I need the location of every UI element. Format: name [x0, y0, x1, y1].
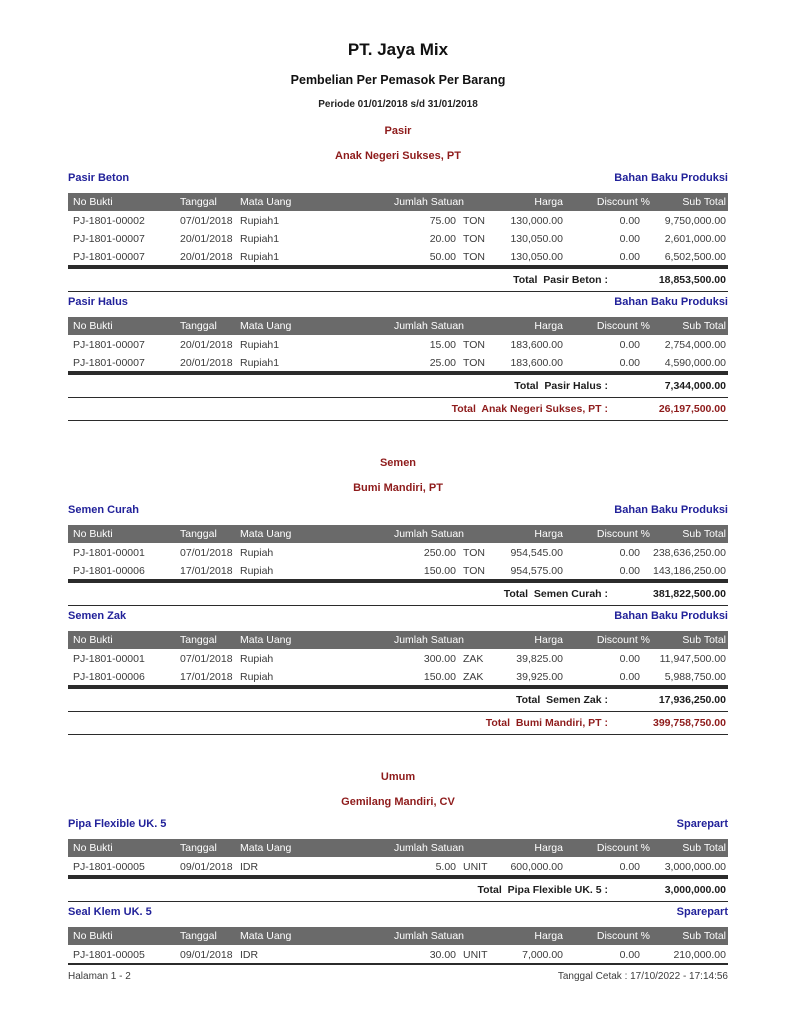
supplier-title: Gemilang Mandiri, CV [341, 796, 455, 808]
cell-no-bukti: PJ-1801-00001 [73, 652, 145, 665]
cell-no-bukti: PJ-1801-00007 [73, 356, 145, 369]
product-section [68, 814, 728, 902]
column-header: Harga [534, 528, 563, 540]
column-header: Tanggal [180, 320, 217, 332]
cell-tanggal: 09/01/2018 [180, 948, 233, 961]
product-heading [68, 814, 728, 839]
cell-unit: TON [463, 214, 485, 227]
cell-unit: TON [463, 338, 485, 351]
column-header: Tanggal [180, 196, 217, 208]
cell-harga: 39,825.00 [516, 652, 563, 665]
column-header: Sub Total [682, 634, 726, 646]
column-header: No Bukti [73, 320, 113, 332]
product-total-value: 18,853,500.00 [658, 274, 726, 286]
print-timestamp: Tanggal Cetak : 17/10/2022 - 17:14:56 [557, 971, 728, 982]
cell-jumlah-satuan [368, 949, 490, 961]
supplier-title: Bumi Mandiri, PT [353, 482, 443, 494]
product-total-label: Total Pipa Flexible UK. 5 : [477, 884, 608, 896]
table-row [68, 335, 728, 353]
cell-sub-total: 143,186,250.00 [653, 564, 726, 577]
cell-no-bukti: PJ-1801-00007 [73, 250, 145, 263]
product-total-row [68, 267, 728, 292]
cell-jumlah-satuan [368, 251, 490, 263]
table-header-row [68, 193, 728, 211]
supplier-total-row [68, 712, 728, 735]
column-header: Mata Uang [240, 842, 292, 854]
category-title: Pasir [384, 125, 412, 137]
table-rows [68, 649, 728, 685]
table-rows [68, 335, 728, 371]
cell-harga: 954,545.00 [510, 546, 563, 559]
column-header: Discount % [596, 634, 650, 646]
supplier-title: Anak Negeri Sukses, PT [335, 150, 461, 162]
cell-tanggal: 20/01/2018 [180, 338, 233, 351]
table-header-row [68, 525, 728, 543]
product-total-label: Total Semen Zak : [516, 694, 608, 706]
product-section [68, 168, 728, 292]
column-header: Harga [534, 930, 563, 942]
cell-tanggal: 17/01/2018 [180, 564, 233, 577]
items-list [68, 168, 728, 398]
cell-unit: TON [463, 356, 485, 369]
product-section [68, 902, 728, 965]
product-total-row [68, 581, 728, 606]
table-header-row [68, 839, 728, 857]
cell-harga: 130,050.00 [510, 232, 563, 245]
items-list [68, 814, 728, 965]
column-header: Discount % [596, 842, 650, 854]
product-category: Sparepart [676, 906, 728, 918]
product-heading [68, 168, 728, 193]
company-name: PT. Jaya Mix [347, 40, 449, 59]
cell-tanggal: 07/01/2018 [180, 652, 233, 665]
cell-unit: UNIT [463, 948, 488, 961]
table-row [68, 543, 728, 561]
column-header: Jumlah Satuan [393, 930, 464, 942]
cell-mata-uang: Rupiah1 [240, 356, 280, 369]
table-header-row [68, 927, 728, 945]
cell-harga: 130,050.00 [510, 250, 563, 263]
cell-qty: 20.00 [429, 232, 456, 245]
column-header: Sub Total [682, 842, 726, 854]
supplier-total-value: 26,197,500.00 [658, 403, 726, 415]
cell-no-bukti: PJ-1801-00006 [73, 564, 145, 577]
cell-unit: TON [463, 564, 485, 577]
purchase-table [68, 193, 728, 267]
cell-unit: ZAK [463, 652, 484, 665]
column-header: Tanggal [180, 930, 217, 942]
cell-tanggal: 20/01/2018 [180, 250, 233, 263]
column-header: No Bukti [73, 528, 113, 540]
product-name: Pasir Beton [68, 172, 130, 184]
cell-unit: UNIT [463, 860, 488, 873]
cell-tanggal: 20/01/2018 [180, 356, 233, 369]
cell-mata-uang: Rupiah1 [240, 214, 280, 227]
table-rows [68, 857, 728, 875]
report-period: Periode 01/01/2018 s/d 31/01/2018 [318, 99, 478, 110]
cell-qty: 250.00 [423, 546, 456, 559]
purchase-table [68, 631, 728, 687]
column-header: Mata Uang [240, 320, 292, 332]
supplier-total-value: 399,758,750.00 [653, 717, 726, 729]
column-header: No Bukti [73, 196, 113, 208]
cell-mata-uang: Rupiah1 [240, 232, 280, 245]
product-name: Semen Curah [68, 504, 139, 516]
product-category: Bahan Baku Produksi [614, 610, 728, 622]
cell-mata-uang: Rupiah [240, 546, 274, 559]
cell-sub-total: 3,000,000.00 [664, 860, 726, 873]
cell-harga: 183,600.00 [510, 356, 563, 369]
product-section [68, 606, 728, 712]
cell-sub-total: 6,502,500.00 [664, 250, 726, 263]
cell-mata-uang: IDR [240, 948, 259, 961]
cell-harga: 183,600.00 [510, 338, 563, 351]
category-title: Semen [379, 457, 417, 469]
column-header: Sub Total [682, 930, 726, 942]
column-header: Harga [534, 842, 563, 854]
items-list [68, 500, 728, 712]
product-total-value: 3,000,000.00 [664, 884, 726, 896]
cell-discount: 0.00 [619, 250, 640, 263]
product-total-label: Total Pasir Beton : [513, 274, 608, 286]
column-header: Mata Uang [240, 528, 292, 540]
cell-qty: 30.00 [429, 948, 456, 961]
cell-harga: 600,000.00 [510, 860, 563, 873]
product-heading [68, 292, 728, 317]
product-total-value: 381,822,500.00 [653, 588, 726, 600]
table-row [68, 857, 728, 875]
cell-jumlah-satuan [368, 357, 490, 369]
product-category: Bahan Baku Produksi [614, 296, 728, 308]
table-rows [68, 543, 728, 579]
cell-unit: TON [463, 232, 485, 245]
category-section [68, 771, 728, 965]
table-row [68, 561, 728, 579]
cell-discount: 0.00 [619, 948, 640, 961]
cell-jumlah-satuan [368, 233, 490, 245]
product-name: Seal Klem UK. 5 [68, 906, 152, 918]
cell-unit: TON [463, 250, 485, 263]
cell-unit: ZAK [463, 670, 484, 683]
cell-harga: 39,925.00 [516, 670, 563, 683]
cell-qty: 75.00 [429, 214, 456, 227]
cell-discount: 0.00 [619, 338, 640, 351]
category-section [68, 125, 728, 421]
column-header: No Bukti [73, 930, 113, 942]
cell-no-bukti: PJ-1801-00007 [73, 338, 145, 351]
product-category: Bahan Baku Produksi [614, 172, 728, 184]
cell-mata-uang: Rupiah1 [240, 338, 280, 351]
column-header: Mata Uang [240, 930, 292, 942]
column-header: Discount % [596, 196, 650, 208]
column-header: Sub Total [682, 196, 726, 208]
column-header: Tanggal [180, 528, 217, 540]
cell-mata-uang: IDR [240, 860, 259, 873]
cell-qty: 15.00 [429, 338, 456, 351]
cell-tanggal: 20/01/2018 [180, 232, 233, 245]
cell-jumlah-satuan [368, 215, 490, 227]
column-header: Mata Uang [240, 634, 292, 646]
category-section [68, 457, 728, 735]
cell-mata-uang: Rupiah1 [240, 250, 280, 263]
table-row [68, 353, 728, 371]
product-heading [68, 500, 728, 525]
column-header: Sub Total [682, 320, 726, 332]
column-header: Discount % [596, 528, 650, 540]
page-footer [68, 965, 728, 982]
product-name: Pasir Halus [68, 296, 128, 308]
cell-jumlah-satuan [368, 565, 490, 577]
cell-discount: 0.00 [619, 214, 640, 227]
cell-mata-uang: Rupiah [240, 670, 274, 683]
column-header: Mata Uang [240, 196, 292, 208]
product-section [68, 292, 728, 398]
cell-tanggal: 07/01/2018 [180, 214, 233, 227]
table-rows [68, 211, 728, 265]
cell-sub-total: 11,947,500.00 [659, 652, 726, 665]
product-total-label: Total Semen Curah : [503, 588, 608, 600]
cell-jumlah-satuan [368, 339, 490, 351]
cell-qty: 5.00 [435, 860, 456, 873]
cell-jumlah-satuan [368, 861, 490, 873]
cell-tanggal: 17/01/2018 [180, 670, 233, 683]
cell-no-bukti: PJ-1801-00005 [73, 860, 145, 873]
purchase-table [68, 317, 728, 373]
cell-jumlah-satuan [368, 653, 490, 665]
product-total-row [68, 373, 728, 398]
cell-harga: 954,575.00 [510, 564, 563, 577]
cell-mata-uang: Rupiah [240, 652, 274, 665]
product-category: Sparepart [676, 818, 728, 830]
column-header: Tanggal [180, 634, 217, 646]
cell-discount: 0.00 [619, 232, 640, 245]
cell-qty: 50.00 [429, 250, 456, 263]
cell-sub-total: 2,601,000.00 [664, 232, 726, 245]
cell-discount: 0.00 [619, 564, 640, 577]
page-number: Halaman 1 - 2 [68, 971, 131, 982]
table-header-row [68, 317, 728, 335]
cell-harga: 130,000.00 [510, 214, 563, 227]
column-header: Jumlah Satuan [393, 320, 464, 332]
cell-jumlah-satuan [368, 671, 490, 683]
cell-harga: 7,000.00 [522, 948, 563, 961]
column-header: Harga [534, 320, 563, 332]
column-header: No Bukti [73, 842, 113, 854]
cell-discount: 0.00 [619, 652, 640, 665]
product-total-row [68, 687, 728, 712]
cell-discount: 0.00 [619, 356, 640, 369]
cell-no-bukti: PJ-1801-00007 [73, 232, 145, 245]
cell-qty: 300.00 [423, 652, 456, 665]
cell-discount: 0.00 [619, 546, 640, 559]
column-header: Discount % [596, 320, 650, 332]
cell-jumlah-satuan [368, 547, 490, 559]
purchase-table [68, 839, 728, 877]
table-header-row [68, 631, 728, 649]
cell-sub-total: 210,000.00 [673, 948, 726, 961]
report-title: Pembelian Per Pemasok Per Barang [290, 73, 506, 87]
cell-sub-total: 2,754,000.00 [664, 338, 726, 351]
cell-sub-total: 5,988,750.00 [664, 670, 726, 683]
cell-qty: 150.00 [423, 670, 456, 683]
cell-unit: TON [463, 546, 485, 559]
column-header: Jumlah Satuan [393, 528, 464, 540]
category-title: Umum [380, 771, 416, 783]
cell-no-bukti: PJ-1801-00001 [73, 546, 145, 559]
table-row [68, 229, 728, 247]
cell-qty: 150.00 [423, 564, 456, 577]
table-row [68, 247, 728, 265]
groups-container [68, 125, 728, 965]
table-row [68, 211, 728, 229]
product-name: Pipa Flexible UK. 5 [68, 818, 167, 830]
product-total-label: Total Pasir Halus : [514, 380, 608, 392]
column-header: Harga [534, 196, 563, 208]
table-row [68, 667, 728, 685]
table-rows [68, 945, 728, 963]
cell-discount: 0.00 [619, 860, 640, 873]
product-total-row [68, 877, 728, 902]
product-heading [68, 606, 728, 631]
cell-sub-total: 9,750,000.00 [664, 214, 726, 227]
cell-tanggal: 07/01/2018 [180, 546, 233, 559]
cell-qty: 25.00 [429, 356, 456, 369]
purchase-table [68, 927, 728, 965]
cell-tanggal: 09/01/2018 [180, 860, 233, 873]
product-total-value: 7,344,000.00 [664, 380, 726, 392]
column-header: Jumlah Satuan [393, 842, 464, 854]
cell-no-bukti: PJ-1801-00002 [73, 214, 145, 227]
cell-discount: 0.00 [619, 670, 640, 683]
product-heading [68, 902, 728, 927]
column-header: Tanggal [180, 842, 217, 854]
column-header: Harga [534, 634, 563, 646]
cell-mata-uang: Rupiah [240, 564, 274, 577]
table-row [68, 649, 728, 667]
supplier-total-label: Total Anak Negeri Sukses, PT : [451, 403, 608, 415]
product-name: Semen Zak [68, 610, 127, 622]
column-header: Jumlah Satuan [393, 196, 464, 208]
cell-no-bukti: PJ-1801-00005 [73, 948, 145, 961]
cell-no-bukti: PJ-1801-00006 [73, 670, 145, 683]
column-header: No Bukti [73, 634, 113, 646]
purchase-table [68, 525, 728, 581]
product-total-value: 17,936,250.00 [658, 694, 726, 706]
column-header: Jumlah Satuan [393, 634, 464, 646]
cell-sub-total: 238,636,250.00 [653, 546, 726, 559]
supplier-total-label: Total Bumi Mandiri, PT : [485, 717, 608, 729]
product-category: Bahan Baku Produksi [614, 504, 728, 516]
supplier-total-row [68, 398, 728, 421]
cell-sub-total: 4,590,000.00 [664, 356, 726, 369]
product-section [68, 500, 728, 606]
table-row [68, 945, 728, 963]
column-header: Sub Total [682, 528, 726, 540]
column-header: Discount % [596, 930, 650, 942]
